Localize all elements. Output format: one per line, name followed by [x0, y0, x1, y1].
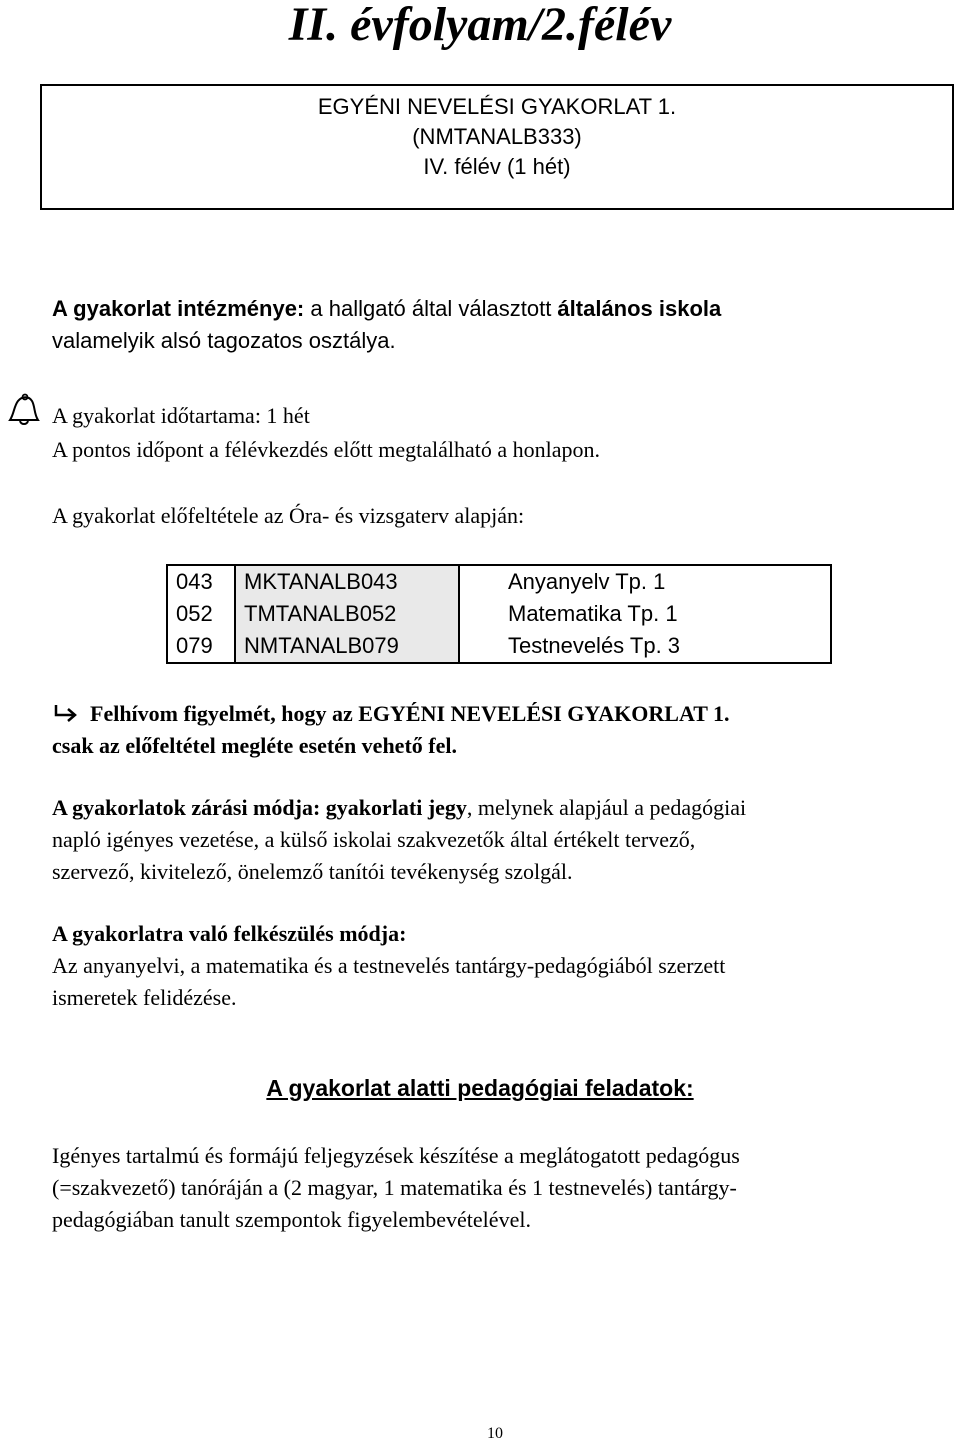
notice-line1: Felhívom figyelmét, hogy az EGYÉNI NEVELÉSI GYAKORLAT 1. [90, 701, 730, 726]
duration-line2: A pontos időpont a félévkezdés előtt megtalálható a honlapon. [52, 437, 601, 462]
course-semester: IV. félév (1 hét) [423, 154, 571, 179]
closing-label: A gyakorlatok zárási módja: gyakorlati jegy [52, 795, 467, 820]
page-number: 10 [487, 1425, 503, 1442]
preparation-label: A gyakorlatra való felkészülés módja: [52, 921, 407, 946]
prerequisite-table [166, 564, 832, 664]
closing-line2: napló igényes vezetése, a külső iskolai szakvezetők által értékelt tervező, [52, 827, 696, 852]
course-box [40, 84, 954, 210]
prerequisite-intro: A gyakorlat előfeltétele az Óra- és vizsgaterv alapján: [52, 503, 525, 528]
closing-line1: A gyakorlatok zárási módja: gyakorlati jegy, melynek alapjául a pedagógiai [52, 795, 747, 820]
table-row: 052 TMTANALB052 Matematika Tp. 1 [167, 598, 831, 630]
institution-line2: valamelyik alsó tagozatos osztálya. [52, 328, 396, 353]
course-code: (NMTANALB333) [412, 124, 582, 149]
tasks-heading: A gyakorlat alatti pedagógiai feladatok: [266, 1075, 694, 1101]
institution-emph: általános iskola [557, 296, 722, 321]
duration-line1: A gyakorlat időtartama: 1 hét [52, 403, 310, 428]
table-row: 079 NMTANALB079 Testnevelés Tp. 3 [167, 630, 831, 663]
tasks-line3: pedagógiában tanult szempontok figyelembevételével. [52, 1207, 531, 1232]
tasks-line1: Igényes tartalmú és formájú feljegyzések készítése a meglátogatott pedagógus [52, 1143, 740, 1168]
tasks-line2: (=szakvezető) tanóráján a (2 magyar, 1 matematika és 1 testnevelés) tantárgy- [52, 1175, 737, 1200]
notice-line2: csak az előfeltétel megléte esetén vehető fel. [52, 733, 457, 758]
preparation-line1: Az anyanyelvi, a matematika és a testnevelés tantárgy-pedagógiából szerzett [52, 953, 726, 978]
course-name: EGYÉNI NEVELÉSI GYAKORLAT 1. [317, 94, 677, 119]
institution-label: A gyakorlat intézménye: [52, 296, 305, 321]
page-title: II. évfolyam/2.félév [288, 0, 672, 51]
institution-line1: A gyakorlat intézménye: a hallgató által választott általános iskola [52, 296, 722, 321]
closing-line3: szervező, kivitelező, önelemző tanítói tevékenység szolgál. [52, 859, 573, 884]
preparation-line2: ismeretek felidézése. [52, 985, 237, 1010]
table-row: 043 MKTANALB043 Anyanyelv Tp. 1 [167, 565, 831, 598]
arrow-icon [52, 702, 82, 726]
bell-icon [2, 392, 42, 428]
